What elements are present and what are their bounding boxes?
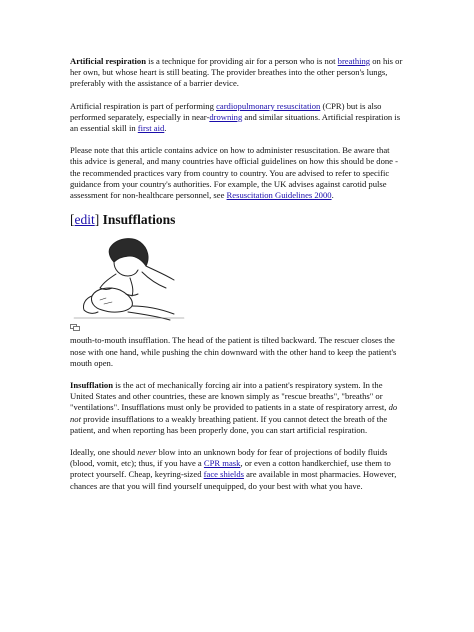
text-span: is a technique for providing air for a person who is not — [145, 56, 338, 66]
term-artificial-respiration: Artificial respiration — [70, 56, 146, 66]
text-span: . — [331, 190, 334, 201]
figure-caption-row — [70, 324, 404, 369]
edit-bracket: [ — [70, 212, 75, 228]
link-drowning[interactable]: drowning — [209, 111, 243, 122]
edit-bracket: ] — [94, 212, 100, 228]
text-span: Artificial respiration is part of performing — [70, 100, 217, 111]
intro-paragraph — [70, 56, 404, 90]
text-span: is the act of mechanically forcing air into a patient's respiratory system. In the United States and other countries, these are known simply as "rescue breaths", "breaths" or "ventilations". Insufflations must only be provided to patients in a state of respiratory arrest, — [70, 380, 389, 413]
section-heading-insufflations — [70, 212, 404, 228]
text-span: (CPR) but is also performed separately, especially in near- — [70, 100, 382, 122]
section-title: Insufflations — [99, 212, 176, 228]
text-span: Ideally, one should — [70, 447, 138, 458]
emphasis-never: never — [137, 447, 157, 458]
link-first-aid[interactable]: first aid — [137, 123, 165, 134]
advice-paragraph — [70, 145, 404, 201]
mouth-to-mouth-illustration[interactable] — [70, 234, 188, 322]
figure-caption: mouth-to-mouth insufflation. The head of the patient is tilted backward. The rescuer closes the nose with one hand, while pushing the chin downward with the other hand to keep the patient's mouth open. — [70, 335, 397, 368]
insufflation-paragraph — [70, 380, 404, 436]
protection-paragraph — [70, 447, 404, 492]
link-resuscitation-guidelines[interactable]: Resuscitation Guidelines 2000 — [226, 190, 332, 201]
text-span: and similar situations. Artificial respiration is an essential skill in — [70, 111, 401, 134]
text-span: Please note that this article contains advice on how to administer resuscitation. Be aware that this advice is general, and many countries have official guidelines on how this should be done - the recommended practices vary from country to country. You are advised to refer to specific guidance from your country's authorities. For example, the UK advises against carotid pulse assessment for non-healthcare personnel, see — [70, 145, 398, 201]
text-span: , or even a cotton handkerchief, use them to protect yourself. Cheap, keyring-sized — [70, 458, 391, 480]
term-insufflation: Insufflation — [70, 380, 113, 391]
link-breathing[interactable]: breathing — [337, 56, 371, 66]
text-span: provide insufflations to a weakly breathing patient. If you cannot detect the breath of the patient, and when reporting has been properly done, you can start artificial respiration. — [70, 413, 388, 435]
enlarge-icon[interactable] — [70, 324, 80, 331]
cpr-paragraph — [70, 101, 404, 135]
link-cpr-mask[interactable]: CPR mask — [203, 458, 241, 469]
edit-link[interactable]: edit — [74, 212, 95, 228]
text-span: blow into an unknown body for fear of projections of bodily fluids (blood, vomit, etc); thus, if you have a — [70, 447, 388, 469]
text-span: . — [164, 123, 167, 134]
text-span: are available in most pharmacies. However, chances are that you will find yourself unequipped, do your best with what you have. — [70, 469, 397, 491]
link-cardiopulmonary-resuscitation[interactable]: cardiopulmonary resuscitation — [216, 100, 321, 111]
text-span: on his or her own, but whose heart is still beating. The provider breathes into the other person's lungs, preferably with the assistance of a barrier device. — [70, 56, 403, 89]
emphasis-do-not: do not — [70, 402, 398, 424]
link-face-shields[interactable]: face shields — [203, 469, 244, 480]
